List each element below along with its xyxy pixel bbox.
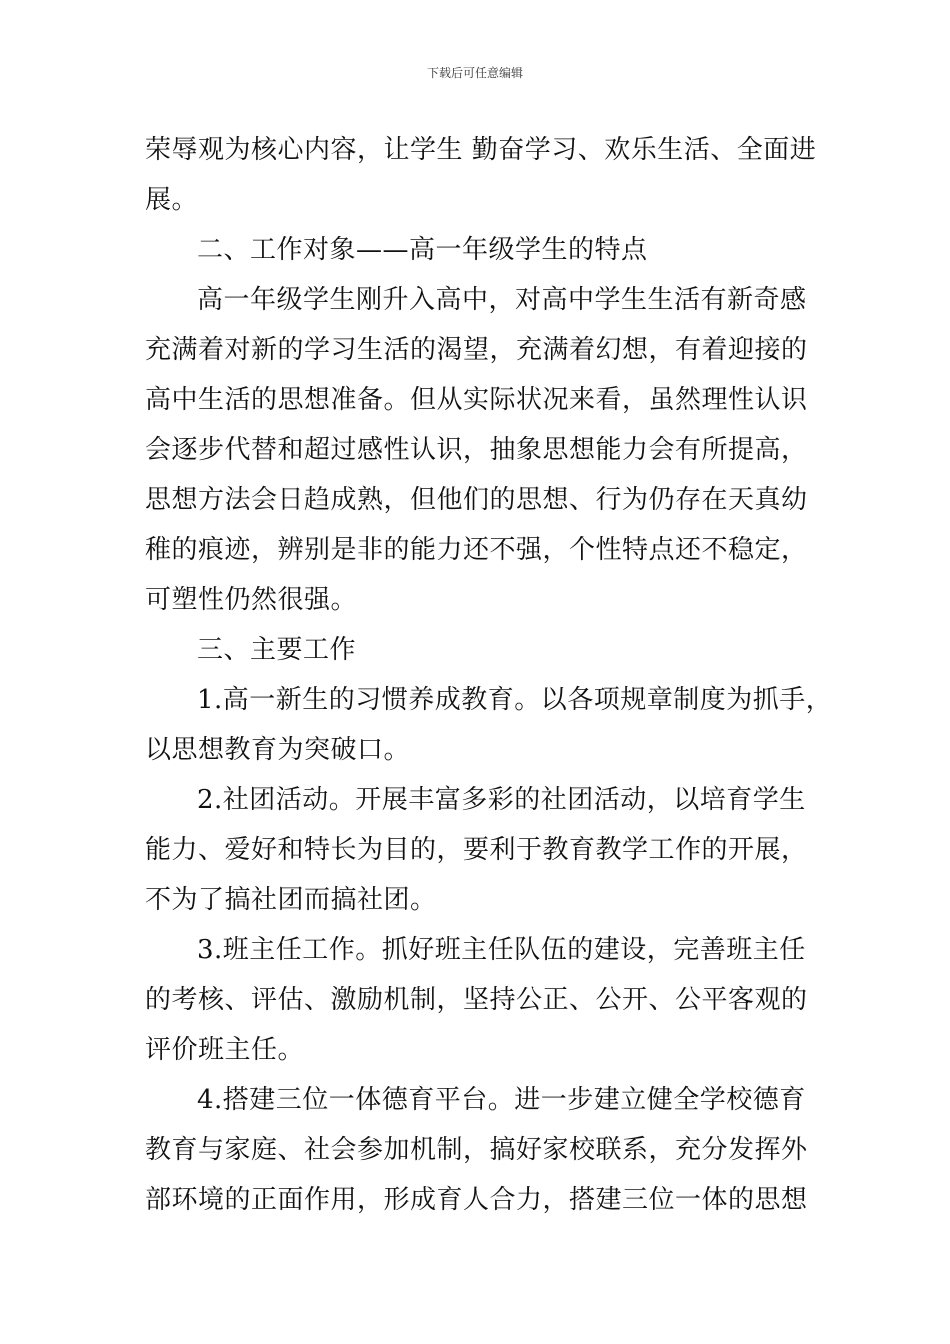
body-line: 高中生活的思想准备。但从实际状况来看，虽然理性认识 [145, 385, 808, 415]
section-heading: 二、工作对象——高一年级学生的特点 [197, 235, 648, 265]
body-line: 稚的痕迹，辨别是非的能力还不强，个性特点还不稳定， [145, 535, 808, 565]
body-line: 4.搭建三位一体德育平台。进一步建立健全学校德育 [197, 1085, 806, 1115]
body-line: 评价班主任。 [145, 1035, 305, 1065]
body-line: 能力、爱好和特长为目的，要利于教育教学工作的开展， [145, 835, 808, 865]
body-line: 2.社团活动。开展丰富多彩的社团活动，以培育学生 [197, 785, 806, 815]
body-line: 可塑性仍然很强。 [145, 585, 358, 615]
body-line: 不为了搞社团而搞社团。 [145, 885, 437, 915]
body-line: 荣辱观为核心内容，让学生 勤奋学习、欢乐生活、全面进 [145, 135, 817, 165]
body-line: 高一年级学生刚升入高中，对高中学生生活有新奇感 [197, 285, 807, 315]
page-header: 下载后可任意编辑 [426, 66, 523, 80]
body-line: 部环境的正面作用，形成育人合力，搭建三位一体的思想 [145, 1185, 808, 1215]
body-line: 会逐步代替和超过感性认识，抽象思想能力会有所提高， [145, 435, 808, 465]
body-line: 1.高一新生的习惯养成教育。以各项规章制度为抓手， [197, 685, 833, 715]
body-line: 以思想教育为突破口。 [145, 735, 411, 765]
body-line: 展。 [145, 185, 199, 215]
section-heading: 三、主要工作 [197, 635, 357, 665]
body-line: 教育与家庭、社会参加机制，搞好家校联系，充分发挥外 [145, 1135, 808, 1165]
body-line: 的考核、评估、激励机制，坚持公正、公开、公平客观的 [145, 985, 808, 1015]
body-line: 思想方法会日趋成熟，但他们的思想、行为仍存在天真幼 [145, 485, 808, 515]
body-line: 充满着对新的学习生活的渴望，充满着幻想，有着迎接的 [145, 335, 808, 365]
body-line: 3.班主任工作。抓好班主任队伍的建设，完善班主任 [197, 935, 806, 965]
